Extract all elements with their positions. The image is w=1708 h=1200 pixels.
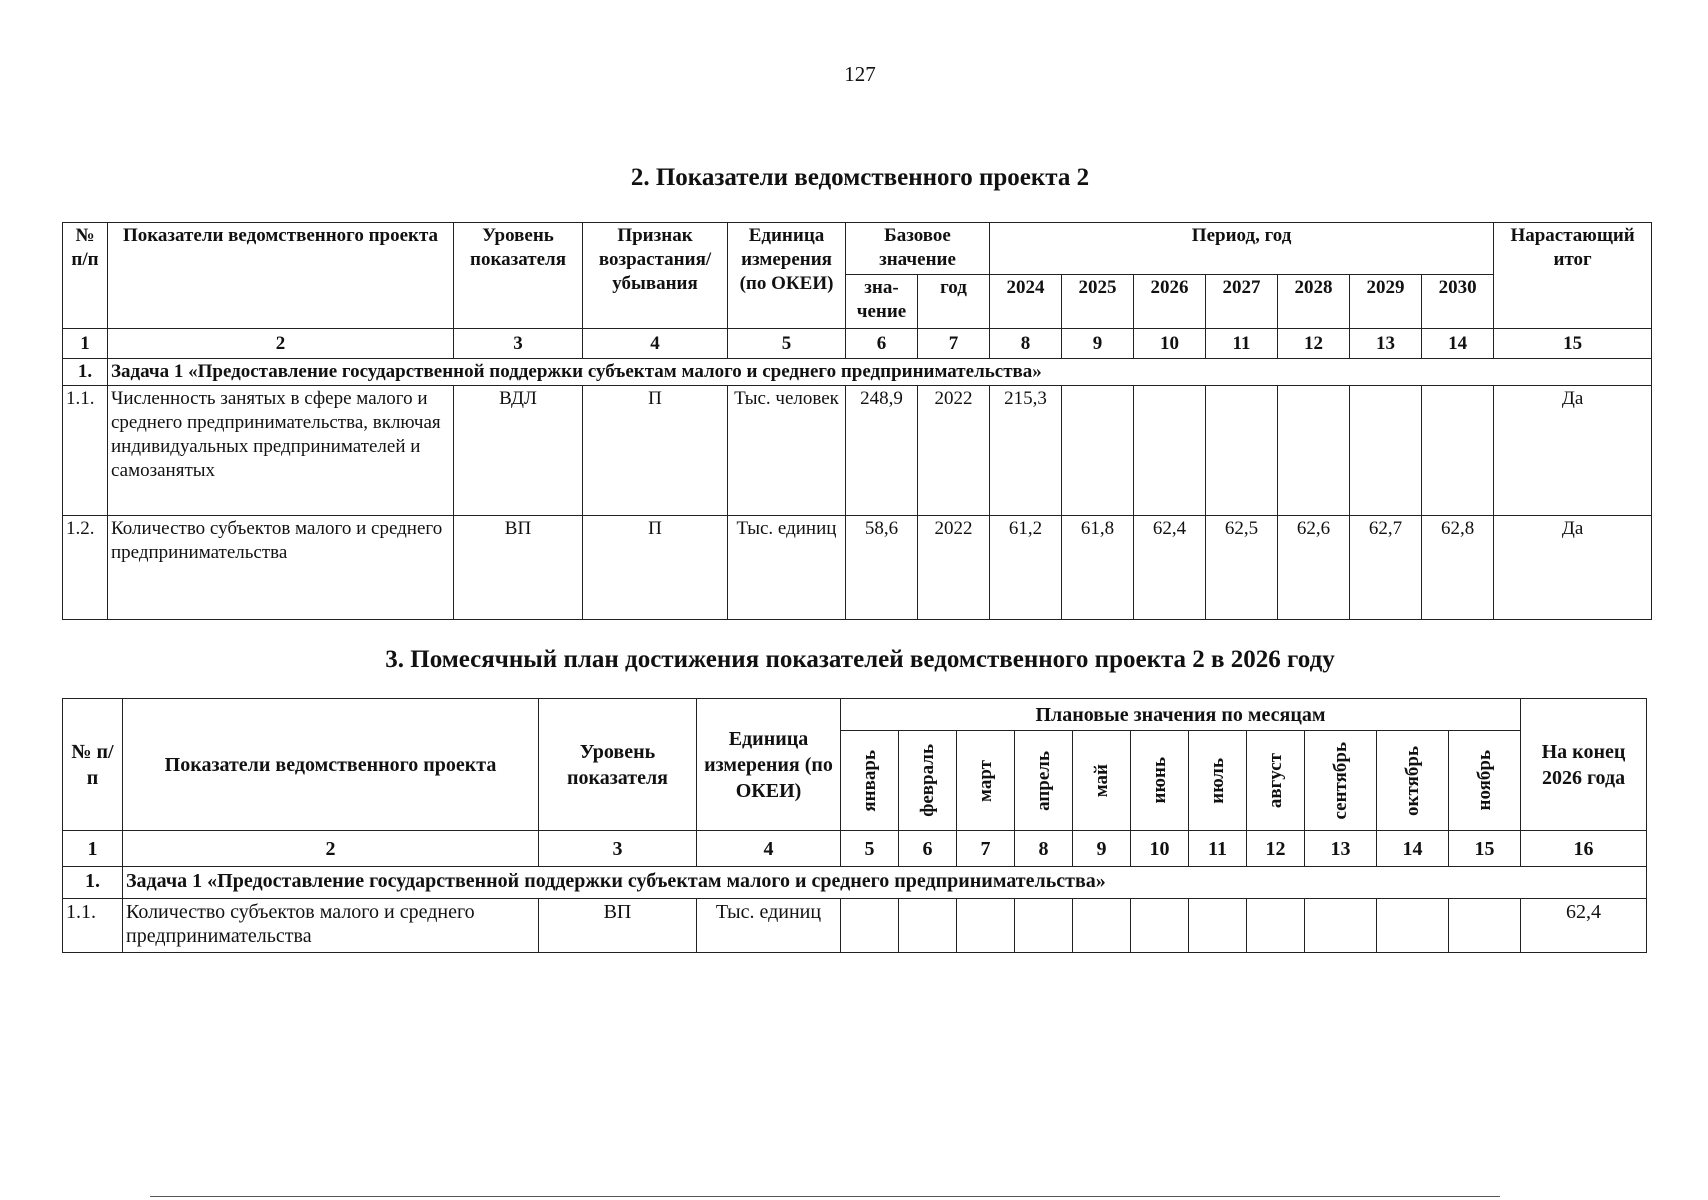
- row-month-value: [1015, 899, 1073, 953]
- row-month-value: [1449, 899, 1521, 953]
- header-year: 2030: [1422, 275, 1494, 329]
- row-trend: П: [583, 386, 728, 516]
- column-number: 9: [1062, 329, 1134, 359]
- header-unit: Единица измерения (по ОКЕИ): [697, 699, 841, 831]
- row-month-value: [1305, 899, 1377, 953]
- header-planned: Плановые значения по месяцам: [841, 699, 1521, 731]
- header-year: 2025: [1062, 275, 1134, 329]
- header-year: 2024: [990, 275, 1062, 329]
- row-month-value: [841, 899, 899, 953]
- month-label: март: [974, 759, 996, 802]
- row-indicator: Количество субъектов малого и среднего предпринимательства: [123, 899, 539, 953]
- row-num: 1.2.: [63, 516, 108, 620]
- month-label: сентябрь: [1329, 741, 1351, 820]
- header-month: [957, 731, 1015, 831]
- header-month: [899, 731, 957, 831]
- column-number: 12: [1278, 329, 1350, 359]
- column-number: 5: [728, 329, 846, 359]
- table-row: [63, 386, 1652, 516]
- row-year-value: 61,2: [990, 516, 1062, 620]
- row-year-value: 62,7: [1350, 516, 1422, 620]
- table-row: [63, 516, 1652, 620]
- task-row: [63, 867, 1647, 899]
- header-month: [1189, 731, 1247, 831]
- header-indicator: Показатели ведомственного проекта: [108, 223, 454, 329]
- row-month-value: [1131, 899, 1189, 953]
- header-indicator: Показатели ведомственного проекта: [123, 699, 539, 831]
- row-year-value: 62,5: [1206, 516, 1278, 620]
- row-month-value: [1189, 899, 1247, 953]
- row-indicator: Количество субъектов малого и среднего предпринимательства: [108, 516, 454, 620]
- column-number: 9: [1073, 831, 1131, 867]
- column-number: 11: [1189, 831, 1247, 867]
- column-number: 4: [697, 831, 841, 867]
- column-number: 6: [846, 329, 918, 359]
- row-level: ВДЛ: [454, 386, 583, 516]
- header-month: [1305, 731, 1377, 831]
- column-number: 7: [918, 329, 990, 359]
- row-month-value: [1247, 899, 1305, 953]
- header-base: Базовое значение: [846, 223, 990, 275]
- row-year-value: 62,4: [1134, 516, 1206, 620]
- column-numbers-row: [63, 329, 1652, 359]
- column-number: 11: [1206, 329, 1278, 359]
- page-bottom-rule: [150, 1196, 1500, 1197]
- row-year-value: [1062, 386, 1134, 516]
- column-number: 6: [899, 831, 957, 867]
- month-label: октябрь: [1401, 745, 1423, 816]
- header-level: Уровень показателя: [539, 699, 697, 831]
- column-number: 13: [1350, 329, 1422, 359]
- header-month: [1015, 731, 1073, 831]
- column-number: 3: [539, 831, 697, 867]
- row-year-value: 215,3: [990, 386, 1062, 516]
- row-indicator: Численность занятых в сфере малого и среднего предпринимательства, включая индивидуальных предпринимателей и самозанятых: [108, 386, 454, 516]
- column-numbers-row: [63, 831, 1647, 867]
- column-number: 1: [63, 831, 123, 867]
- indicators-table: [62, 222, 1652, 620]
- column-number: 2: [123, 831, 539, 867]
- header-base-value: зна- чение: [846, 275, 918, 329]
- header-year: 2028: [1278, 275, 1350, 329]
- header-month: [1073, 731, 1131, 831]
- month-label: февраль: [916, 744, 938, 817]
- row-unit: Тыс. единиц: [697, 899, 841, 953]
- row-trend: П: [583, 516, 728, 620]
- column-number: 8: [990, 329, 1062, 359]
- header-unit: Единица измерения (по ОКЕИ): [728, 223, 846, 329]
- row-level: ВП: [454, 516, 583, 620]
- header-month: [1247, 731, 1305, 831]
- row-unit: Тыс. человек: [728, 386, 846, 516]
- column-number: 7: [957, 831, 1015, 867]
- row-base-year: 2022: [918, 386, 990, 516]
- row-month-value: [1073, 899, 1131, 953]
- page-number: 127: [844, 62, 876, 86]
- column-number: 13: [1305, 831, 1377, 867]
- column-number: 10: [1131, 831, 1189, 867]
- header-year: 2026: [1134, 275, 1206, 329]
- column-number: 2: [108, 329, 454, 359]
- task-text: Задача 1 «Предоставление государственной поддержки субъектам малого и среднего предпринимательства»: [123, 867, 1647, 899]
- row-num: 1.1.: [63, 899, 123, 953]
- column-number: 5: [841, 831, 899, 867]
- section-title-indicators: 2. Показатели ведомственного проекта 2: [630, 164, 1090, 191]
- row-month-value: [1377, 899, 1449, 953]
- column-number: 15: [1449, 831, 1521, 867]
- header-year: 2027: [1206, 275, 1278, 329]
- column-number: 4: [583, 329, 728, 359]
- row-year-value: 62,8: [1422, 516, 1494, 620]
- header-num: № п/п: [63, 699, 123, 831]
- header-num: № п/п: [63, 223, 108, 329]
- column-number: 8: [1015, 831, 1073, 867]
- column-number: 14: [1377, 831, 1449, 867]
- header-period: Период, год: [990, 223, 1494, 275]
- header-month: [841, 731, 899, 831]
- month-label: апрель: [1032, 750, 1054, 811]
- header-month: [1131, 731, 1189, 831]
- month-label: май: [1090, 763, 1112, 798]
- row-level: ВП: [539, 899, 697, 953]
- table-row: [63, 899, 1647, 953]
- task-text: Задача 1 «Предоставление государственной поддержки субъектам малого и среднего предпринимательства»: [108, 359, 1652, 386]
- row-year-value: 61,8: [1062, 516, 1134, 620]
- column-number: 12: [1247, 831, 1305, 867]
- row-end-value: 62,4: [1521, 899, 1647, 953]
- column-number: 1: [63, 329, 108, 359]
- header-cumulative: Нарастающий итог: [1494, 223, 1652, 329]
- header-month: [1449, 731, 1521, 831]
- header-level: Уровень показателя: [454, 223, 583, 329]
- month-label: август: [1264, 752, 1286, 809]
- section-title-monthly-plan: 3. Помесячный план достижения показателей ведомственного проекта 2 в 2026 году: [385, 646, 1335, 673]
- header-trend: Признак возрастания/ убывания: [583, 223, 728, 329]
- month-label: январь: [858, 749, 880, 812]
- row-month-value: [899, 899, 957, 953]
- row-year-value: [1422, 386, 1494, 516]
- header-base-year: год: [918, 275, 990, 329]
- column-number: 14: [1422, 329, 1494, 359]
- row-year-value: [1206, 386, 1278, 516]
- row-year-value: [1134, 386, 1206, 516]
- row-base-value: 248,9: [846, 386, 918, 516]
- row-year-value: [1278, 386, 1350, 516]
- row-cumulative: Да: [1494, 516, 1652, 620]
- column-number: 15: [1494, 329, 1652, 359]
- task-num: 1.: [63, 359, 108, 386]
- month-label: июнь: [1148, 757, 1170, 804]
- row-year-value: [1350, 386, 1422, 516]
- row-year-value: 62,6: [1278, 516, 1350, 620]
- row-month-value: [957, 899, 1015, 953]
- header-end: На конец 2026 года: [1521, 699, 1647, 831]
- month-label: ноябрь: [1473, 750, 1495, 811]
- row-base-value: 58,6: [846, 516, 918, 620]
- column-number: 10: [1134, 329, 1206, 359]
- row-base-year: 2022: [918, 516, 990, 620]
- header-year: 2029: [1350, 275, 1422, 329]
- header-month: [1377, 731, 1449, 831]
- row-unit: Тыс. единиц: [728, 516, 846, 620]
- month-label: июль: [1206, 757, 1228, 804]
- row-num: 1.1.: [63, 386, 108, 516]
- column-number: 16: [1521, 831, 1647, 867]
- row-cumulative: Да: [1494, 386, 1652, 516]
- monthly-plan-table: [62, 698, 1647, 953]
- column-number: 3: [454, 329, 583, 359]
- task-row: [63, 359, 1652, 386]
- task-num: 1.: [63, 867, 123, 899]
